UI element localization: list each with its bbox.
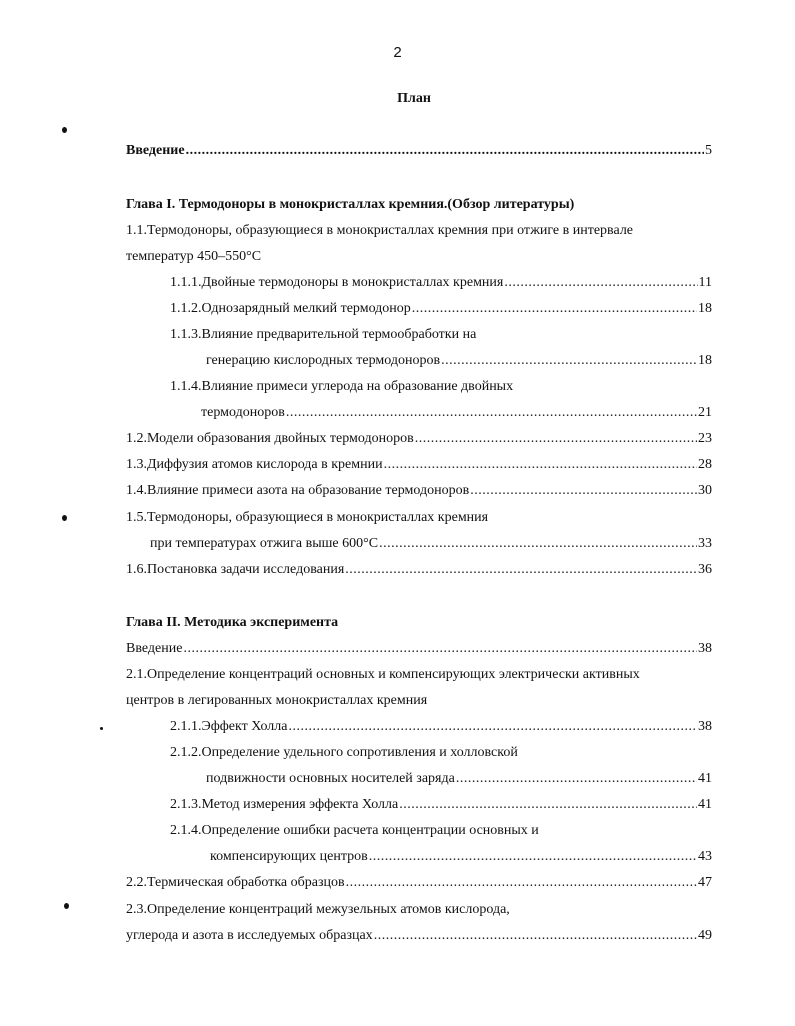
page-title: План bbox=[397, 91, 431, 106]
toc-entry bbox=[170, 300, 712, 318]
toc-entry-label: 1.1.1.Двойные термодоноры в монокристаллах кремния bbox=[170, 275, 504, 290]
toc-entry-page: 41 bbox=[698, 797, 712, 812]
toc-entry-label: компенсирующих центров bbox=[210, 849, 368, 864]
toc-entry-page: 23 bbox=[698, 431, 712, 446]
toc-entry-label: Введение bbox=[126, 143, 185, 158]
toc-entry bbox=[210, 848, 712, 866]
toc-leader-dots bbox=[369, 848, 697, 866]
toc-leader-dots bbox=[286, 404, 697, 422]
toc-entry bbox=[126, 927, 712, 945]
toc-entry bbox=[206, 352, 712, 370]
toc-entry-page: 21 bbox=[698, 405, 712, 420]
toc-entry-label: 1.6.Постановка задачи исследования bbox=[126, 562, 345, 577]
toc-entry-page: 18 bbox=[698, 301, 712, 316]
toc-leader-dots bbox=[415, 430, 697, 448]
toc-entry-text: 2.3.Определение концентраций межузельных атомов кислорода, bbox=[126, 902, 510, 917]
toc-entry-label: 1.3.Диффузия атомов кислорода в кремнии bbox=[126, 457, 383, 472]
toc-leader-dots bbox=[345, 561, 697, 579]
toc-entry-label: 1.1.2.Однозарядный мелкий термодонор bbox=[170, 301, 411, 316]
toc-entry-label: 2.1.1.Эффект Холла bbox=[170, 719, 288, 734]
toc-entry-text: 1.5.Термодоноры, образующиеся в монокристаллах кремния bbox=[126, 510, 489, 525]
toc-leader-dots bbox=[399, 796, 697, 814]
toc-leader-dots bbox=[186, 142, 704, 160]
chapter-heading: Глава II. Методика эксперимента bbox=[126, 615, 339, 630]
toc-entry-page: 43 bbox=[698, 849, 712, 864]
toc-entry-page: 38 bbox=[698, 719, 712, 734]
toc-entry-page: 36 bbox=[698, 562, 712, 577]
toc-entry-page: 18 bbox=[698, 353, 712, 368]
toc-entry-label: генерацию кислородных термодоноров bbox=[206, 353, 441, 368]
toc-entry-label: 1.4.Влияние примеси азота на образование термодоноров bbox=[126, 483, 470, 498]
toc-entry bbox=[206, 770, 712, 788]
toc-leader-dots bbox=[374, 927, 697, 945]
toc-leader-dots bbox=[346, 874, 697, 892]
toc-entry-page: 5 bbox=[705, 143, 712, 158]
toc-leader-dots bbox=[384, 456, 697, 474]
toc-entry bbox=[170, 274, 712, 292]
toc-entry bbox=[150, 535, 712, 553]
toc-entry-intro bbox=[126, 142, 712, 160]
toc-entry bbox=[126, 456, 712, 474]
scan-mark bbox=[64, 903, 69, 909]
toc-entry bbox=[126, 482, 712, 500]
toc-entry-text: 1.1.4.Влияние примеси углерода на образование двойных bbox=[170, 379, 514, 394]
toc-entry bbox=[126, 640, 712, 658]
toc-leader-dots bbox=[456, 770, 697, 788]
toc-leader-dots bbox=[379, 535, 697, 553]
toc-entry bbox=[126, 561, 712, 579]
toc-entry-page: 30 bbox=[698, 483, 712, 498]
toc-entry-page: 28 bbox=[698, 457, 712, 472]
toc-leader-dots bbox=[504, 274, 697, 292]
toc-leader-dots bbox=[288, 718, 697, 736]
toc-entry-label: подвижности основных носителей заряда bbox=[206, 771, 455, 786]
toc-entry-label: 2.1.3.Метод измерения эффекта Холла bbox=[170, 797, 399, 812]
toc-leader-dots bbox=[470, 482, 697, 500]
toc-entry-page: 11 bbox=[698, 275, 712, 290]
toc-entry-page: 38 bbox=[698, 641, 712, 656]
toc-leader-dots bbox=[183, 640, 697, 658]
toc-entry-text: 1.1.3.Влияние предварительной термообработки на bbox=[170, 327, 477, 342]
toc-entry-page: 41 bbox=[698, 771, 712, 786]
toc-entry-page: 33 bbox=[698, 536, 712, 551]
toc-entry bbox=[126, 430, 712, 448]
toc-entry-page: 47 bbox=[698, 875, 712, 890]
toc-entry-text: 1.1.Термодоноры, образующиеся в монокристаллах кремния при отжиге в интервале bbox=[126, 223, 634, 238]
toc-entry bbox=[170, 796, 712, 814]
toc-entry-label: 2.2.Термическая обработка образцов bbox=[126, 875, 345, 890]
toc-entry bbox=[201, 404, 712, 422]
toc-entry bbox=[126, 874, 712, 892]
scan-mark bbox=[62, 127, 67, 133]
toc-entry-text: 2.1.Определение концентраций основных и компенсирующих электрически активных bbox=[126, 667, 640, 682]
scan-mark bbox=[100, 727, 103, 730]
toc-entry-text: температур 450–550°С bbox=[126, 249, 262, 264]
toc-entry-label: термодоноров bbox=[201, 405, 285, 420]
toc-entry-label: 1.2.Модели образования двойных термодоноров bbox=[126, 431, 414, 446]
toc-entry-text: 2.1.2.Определение удельного сопротивления и холловской bbox=[170, 745, 518, 760]
toc-entry-text: центров в легированных монокристаллах кремния bbox=[126, 693, 428, 708]
chapter-heading: Глава I. Термодоноры в монокристаллах кремния.(Обзор литературы) bbox=[126, 197, 575, 212]
toc-entry-label: Введение bbox=[126, 641, 183, 656]
page-number: 2 bbox=[393, 44, 402, 61]
toc-leader-dots bbox=[412, 300, 697, 318]
toc-leader-dots bbox=[441, 352, 697, 370]
toc-entry bbox=[170, 718, 712, 736]
toc-entry-label: углерода и азота в исследуемых образцах bbox=[126, 928, 373, 943]
toc-entry-page: 49 bbox=[698, 928, 712, 943]
scan-mark bbox=[62, 515, 67, 521]
toc-entry-label: при температурах отжига выше 600°С bbox=[150, 536, 379, 551]
toc-entry-text: 2.1.4.Определение ошибки расчета концентрации основных и bbox=[170, 823, 539, 838]
